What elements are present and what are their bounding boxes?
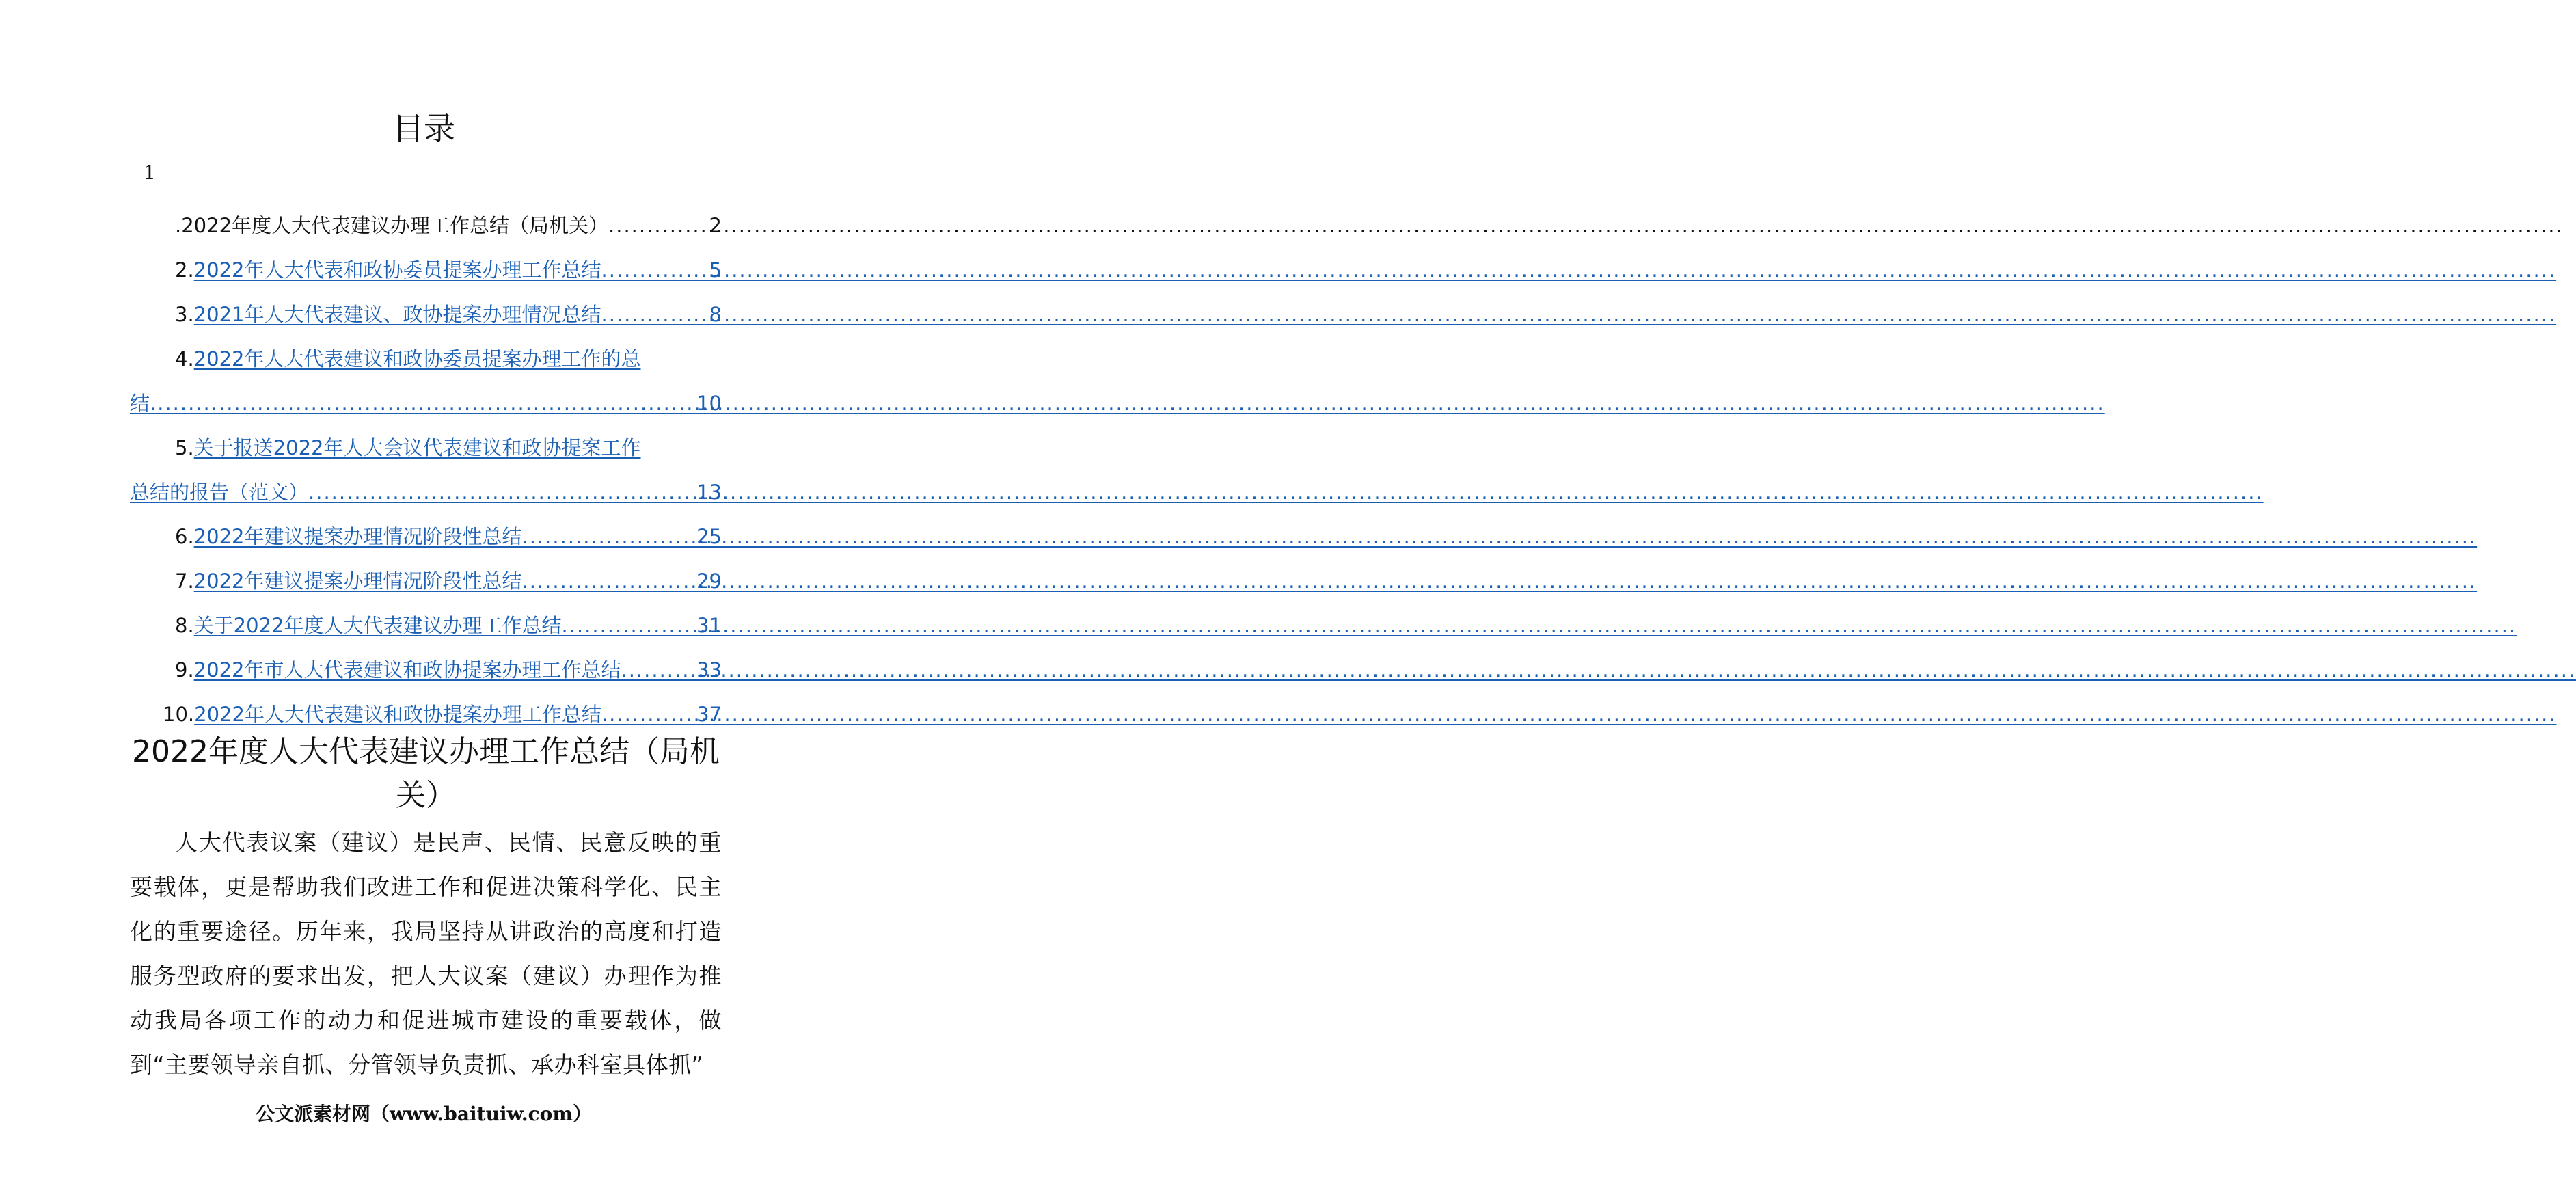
toc-entry-text-continued: 结 xyxy=(130,392,150,415)
toc-link[interactable] xyxy=(194,248,722,293)
toc-link[interactable] xyxy=(194,293,722,337)
page-number: 1 xyxy=(144,161,156,184)
body-paragraph: 人大代表议案（建议）是民声、民情、民意反映的重要载体，更是帮助我们改进工作和促进决策科学化、民主化的重要途径。历年来，我局坚持从讲政治的高度和打造服务型政府的要求出发，把人大议案（建议）办理作为推动我局各项工作的动力和促进城市建设的重要载体，做到“主要领导亲自抓、分管领导负责抓、承办科室具体抓” xyxy=(130,829,722,1078)
toc-link[interactable] xyxy=(194,426,722,470)
toc-entry-page: 33 xyxy=(696,658,722,682)
toc-link[interactable] xyxy=(194,559,722,604)
toc-entry-3[interactable] xyxy=(130,293,722,337)
toc-entry-text: 2022年市人大代表建议和政协提案办理工作总结 xyxy=(193,658,621,682)
toc-entry-text: 2021年人大代表建议、政协提案办理情况总结 xyxy=(193,303,601,326)
document-title: 2022年度人大代表建议办理工作总结（局机关） xyxy=(132,734,720,813)
toc-entry-7[interactable] xyxy=(130,559,722,604)
toc-entry-page: 13 xyxy=(696,481,722,504)
toc-entry-number: 9. xyxy=(175,658,194,682)
toc-entry-number: . xyxy=(175,214,182,237)
toc-link[interactable] xyxy=(194,337,722,381)
toc-entry-number: 7. xyxy=(175,569,194,593)
toc-entry-5[interactable] xyxy=(130,426,722,470)
toc-entry-page: 8 xyxy=(709,303,722,326)
toc-leader xyxy=(621,648,696,692)
toc-entry-4-continued[interactable] xyxy=(130,381,722,426)
toc-leader xyxy=(601,293,709,337)
toc-entry-1[interactable] xyxy=(130,204,722,248)
toc-entry-text: 关于报送2022年人大会议代表建议和政协提案工作 xyxy=(193,436,641,459)
toc-entry-page: 31 xyxy=(696,614,722,637)
toc-entry-text-continued: 总结的报告（范文） xyxy=(130,481,309,504)
toc-leader xyxy=(150,381,696,426)
toc-entry-number: 6. xyxy=(175,525,194,548)
toc-entry-text: 关于2022年度人大代表建议办理工作总结 xyxy=(193,614,562,637)
footer-source: 公文派素材网（www.baituiw.com） xyxy=(256,1103,592,1125)
toc-entry-2[interactable] xyxy=(130,248,722,293)
toc-entry-8[interactable] xyxy=(130,604,722,648)
toc-link[interactable] xyxy=(194,648,722,692)
toc-entry-5-continued[interactable] xyxy=(130,470,722,515)
toc-entry-text: 2022年人大代表建议和政协委员提案办理工作的总 xyxy=(193,347,641,371)
toc-entry-number: 10. xyxy=(163,703,195,726)
toc-leader xyxy=(561,604,696,648)
toc-entry-6[interactable] xyxy=(130,515,722,559)
toc-entry-4[interactable] xyxy=(130,337,722,381)
toc-title: 目录 xyxy=(392,110,455,147)
toc-entry-page: 5 xyxy=(709,258,722,282)
toc-leader xyxy=(601,248,709,293)
toc-leader xyxy=(521,515,696,559)
toc-entry-number: 2. xyxy=(175,258,194,282)
toc-entry-page: 37 xyxy=(696,703,722,726)
toc-leader xyxy=(308,470,696,515)
toc-entry-text: 2022年人大代表建议和政协提案办理工作总结 xyxy=(194,703,601,726)
toc-entry-text: 2022年人大代表和政协委员提案办理工作总结 xyxy=(193,258,601,282)
toc-entry-page: 2 xyxy=(709,214,722,237)
toc-entry-text: 2022年建议提案办理情况阶段性总结 xyxy=(193,525,522,548)
toc-link[interactable] xyxy=(194,604,722,648)
toc-entry-page: 10 xyxy=(696,392,722,415)
toc-entry-number: 4. xyxy=(175,347,194,371)
toc-entry-text: 2022年建议提案办理情况阶段性总结 xyxy=(193,569,522,593)
toc-link[interactable] xyxy=(130,381,722,426)
table-of-contents xyxy=(130,204,722,737)
toc-link[interactable] xyxy=(130,470,722,515)
toc-entry-number: 3. xyxy=(175,303,194,326)
toc-entry-page: 29 xyxy=(696,569,722,593)
toc-leader xyxy=(608,204,709,248)
toc-entry-number: 5. xyxy=(175,436,194,459)
toc-link[interactable] xyxy=(194,515,722,559)
toc-entry-page: 25 xyxy=(696,525,722,548)
toc-entry-text: 2022年度人大代表建议办理工作总结（局机关） xyxy=(181,214,609,237)
toc-leader xyxy=(521,559,696,604)
toc-entry-number: 8. xyxy=(175,614,194,637)
toc-entry-9[interactable] xyxy=(130,648,722,692)
